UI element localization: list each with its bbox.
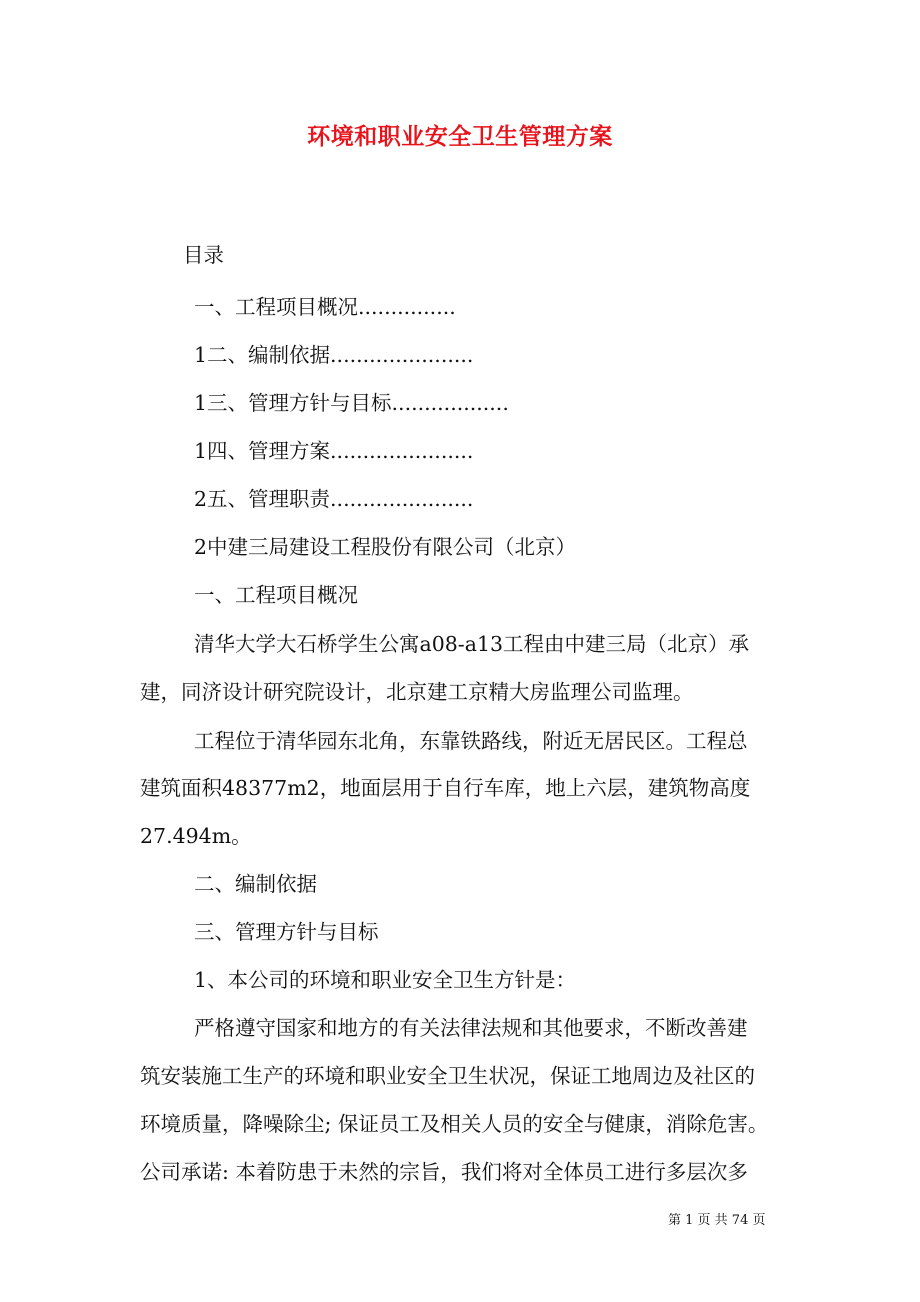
toc-entry: 1二、编制依据......................	[194, 343, 474, 367]
paragraph-line: 27.494m。	[140, 824, 252, 848]
toc-heading: 目录	[183, 243, 224, 267]
toc-entry: 1三、管理方针与目标..................	[194, 391, 509, 415]
paragraph-line: 建筑面积48377m2，地面层用于自行车库，地上六层，建筑物高度	[140, 776, 751, 800]
toc-entry: 2五、管理职责......................	[194, 487, 474, 511]
numbered-item: 1、本公司的环境和职业安全卫生方针是：	[194, 968, 577, 992]
paragraph-line: 严格遵守国家和地方的有关法律法规和其他要求，不断改善建	[194, 1016, 748, 1040]
paragraph-line: 公司承诺: 本着防患于未然的宗旨，我们将对全体员工进行多层次多	[140, 1160, 748, 1184]
paragraph-line: 建，同济设计研究院设计，北京建工京精大房监理公司监理。	[140, 680, 694, 704]
document-title: 环境和职业安全卫生管理方案	[307, 123, 613, 150]
toc-entry: 2中建三局建设工程股份有限公司（北京）	[194, 535, 577, 559]
paragraph-line: 筑安装施工生产的环境和职业安全卫生状况，保证工地周边及社区的	[140, 1064, 755, 1088]
toc-entry: 一、工程项目概况...............	[194, 295, 456, 319]
paragraph-line: 环境质量，降噪除尘; 保证员工及相关人员的安全与健康，消除危害。	[140, 1112, 769, 1136]
toc-entry: 1四、管理方案......................	[194, 439, 474, 463]
paragraph-line: 清华大学大石桥学生公寓a08-a13工程由中建三局（北京）承	[194, 632, 750, 656]
section-heading: 一、工程项目概况	[194, 583, 358, 607]
page-number: 第 1 页 共 74 页	[668, 1213, 766, 1228]
section-heading: 三、管理方针与目标	[194, 920, 379, 944]
section-heading: 二、编制依据	[194, 872, 317, 896]
paragraph-line: 工程位于清华园东北角，东靠铁路线，附近无居民区。工程总	[194, 729, 748, 753]
